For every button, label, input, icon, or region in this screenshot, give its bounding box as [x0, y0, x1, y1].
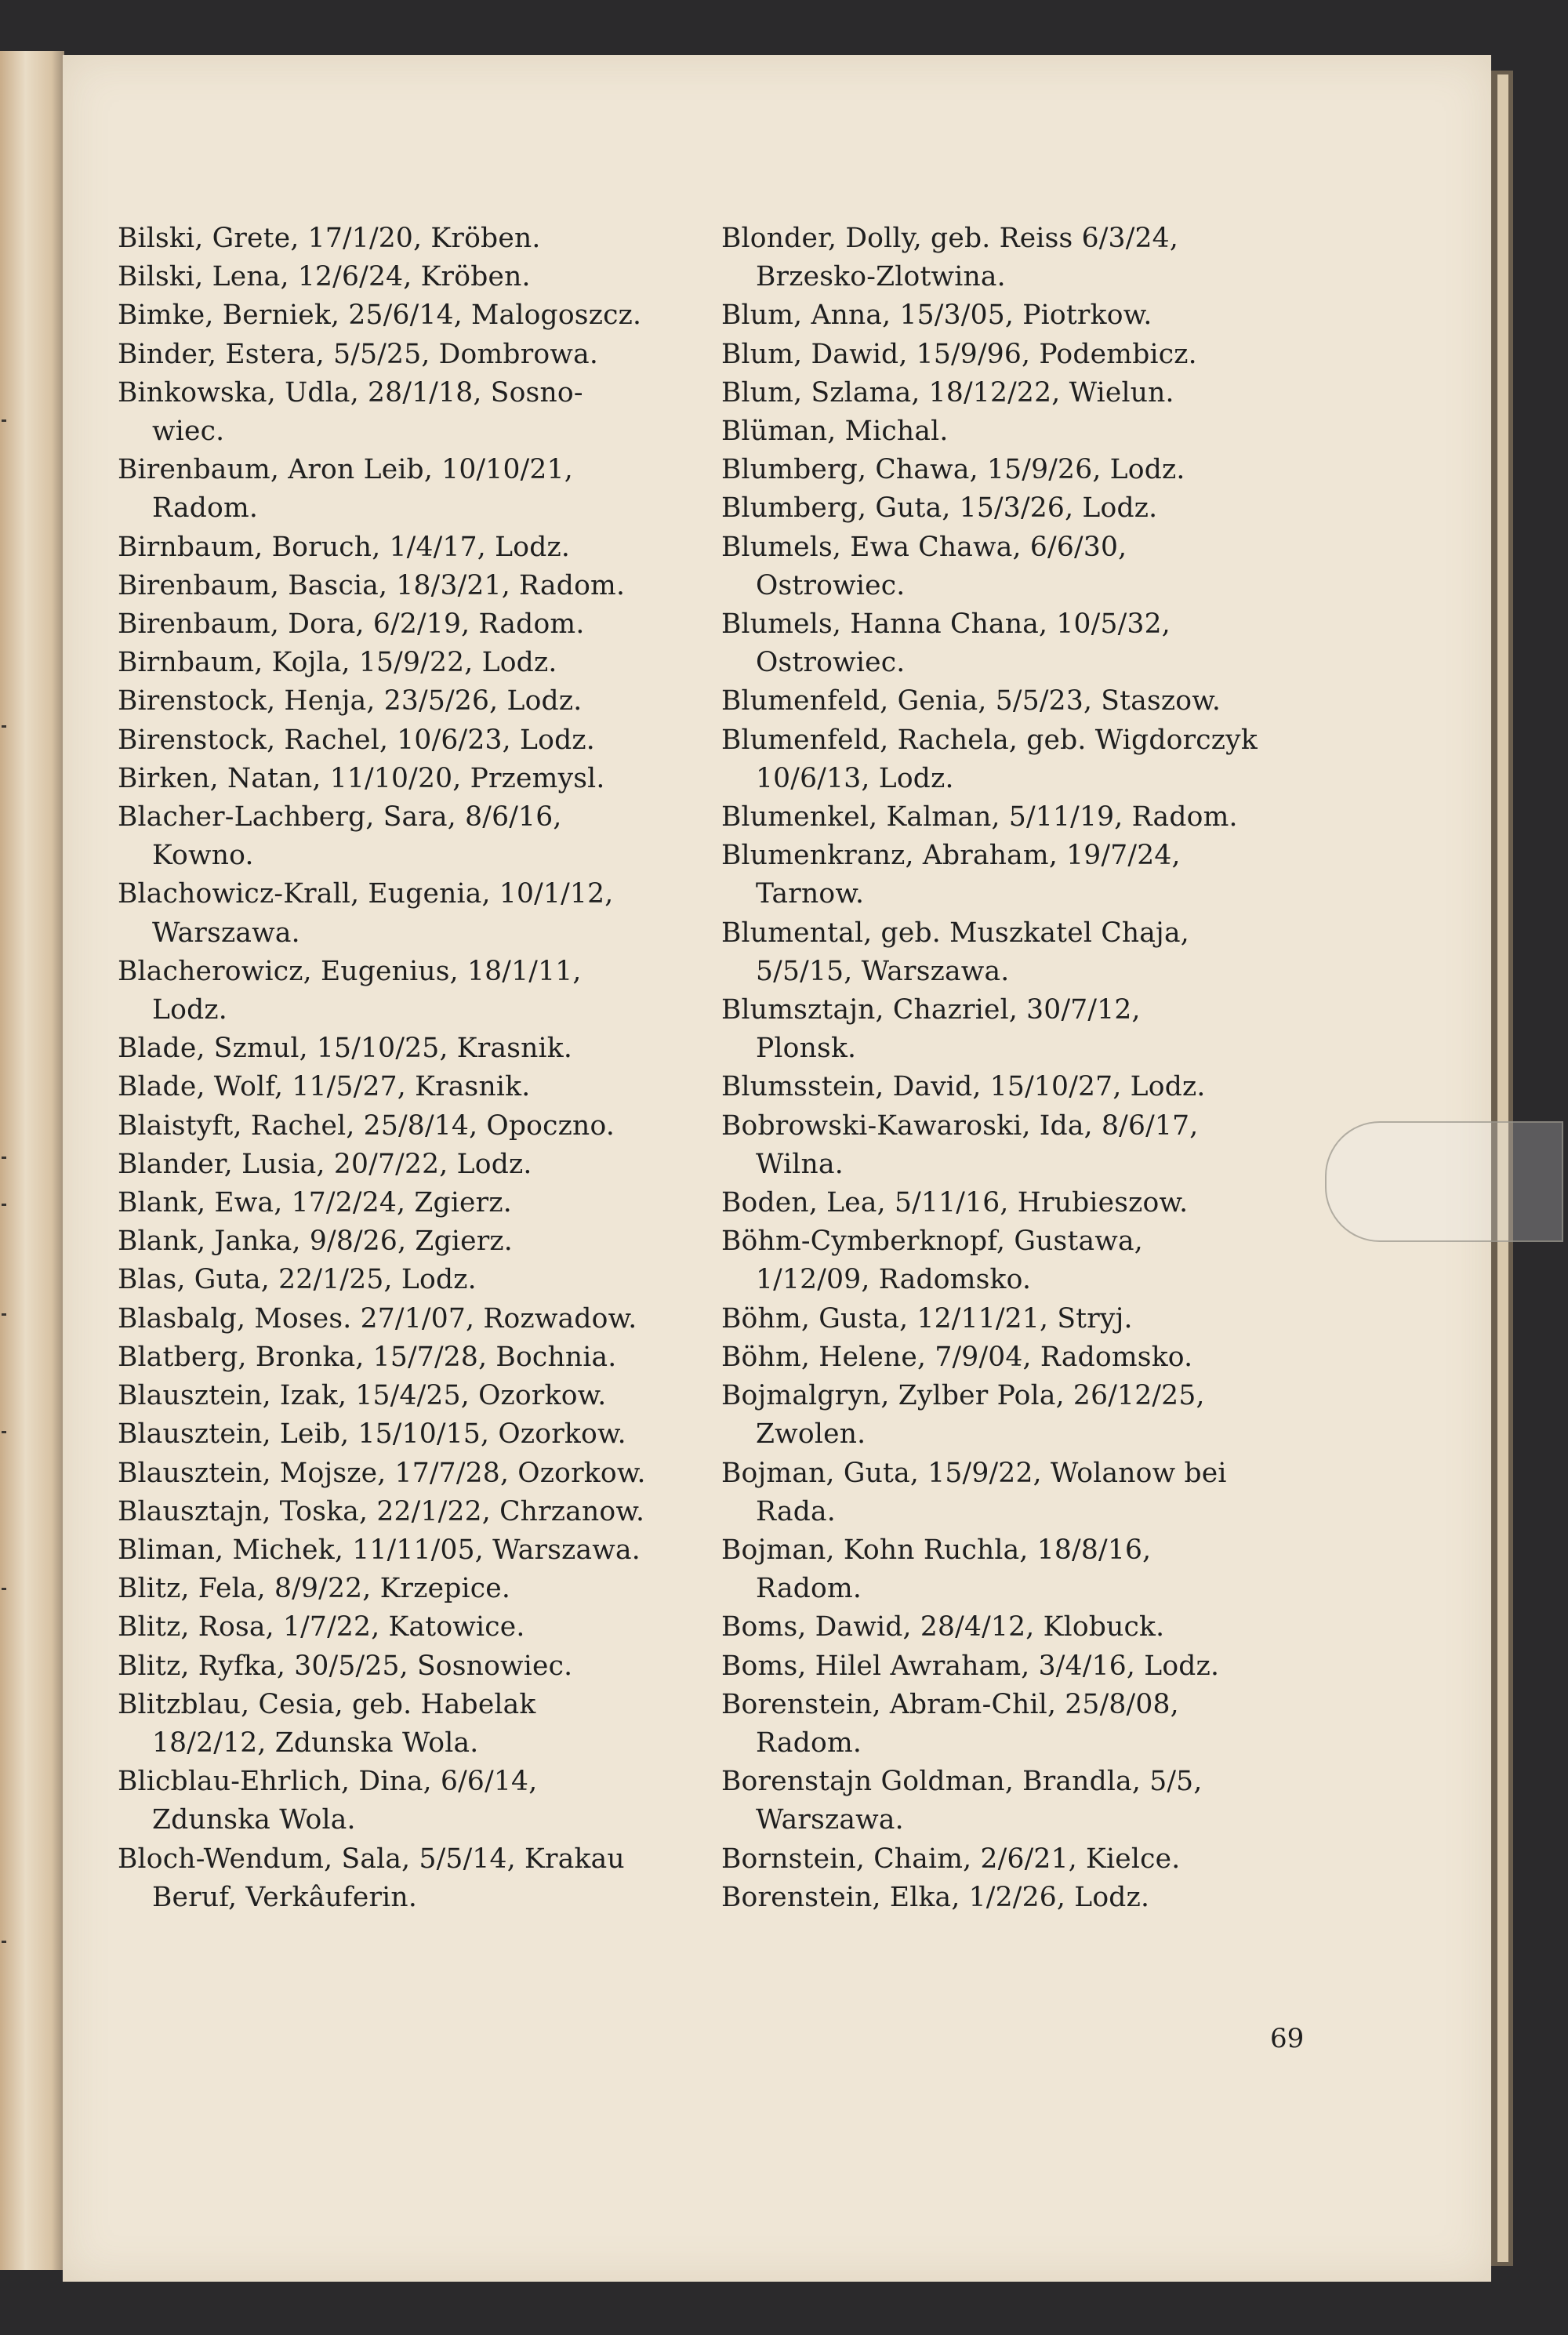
entry-continuation: Ostrowiec. — [756, 569, 906, 601]
entry-text: Blas, Guta, 22/1/25, Lodz. — [118, 1264, 477, 1296]
entry-text: Blausztajn, Toska, 22/1/22, Chrzanow. — [118, 1495, 645, 1527]
entry-continuation: Radom. — [152, 492, 259, 525]
entry-text: Blitz, Fela, 8/9/22, Krzepice. — [118, 1573, 511, 1605]
entry-text: Blacherowicz, Eugenius, 18/1/11, — [118, 955, 582, 987]
list-item — [118, 875, 760, 952]
entry-continuation: Warszawa. — [152, 917, 300, 949]
entry-text: Borenstajn Goldman, Brandla, 5/5, — [721, 1766, 1203, 1798]
entry-text: Blank, Janka, 9/8/26, Zgierz. — [118, 1226, 513, 1258]
list-item — [721, 1840, 1427, 1879]
list-item — [721, 991, 1427, 1068]
list-item — [721, 1647, 1427, 1686]
entry-text: Blank, Ewa, 17/2/24, Zgierz. — [118, 1187, 512, 1219]
entry-continuation: Plonsk. — [756, 1033, 857, 1065]
page-edge-mark — [2, 419, 6, 422]
entry-continuation: 10/6/13, Lodz. — [756, 762, 954, 794]
page-edge-mark — [2, 725, 6, 728]
list-item — [118, 1454, 760, 1493]
list-item — [118, 296, 760, 335]
entry-text: Boden, Lea, 5/11/16, Hrubieszow. — [721, 1187, 1189, 1219]
entry-text: Birnbaum, Kojla, 15/9/22, Lodz. — [118, 647, 557, 679]
entry-text: Birenstock, Henja, 23/5/26, Lodz. — [118, 685, 583, 717]
list-item — [721, 336, 1427, 374]
entry-text: Boms, Dawid, 28/4/12, Klobuck. — [721, 1611, 1165, 1643]
entry-text: Blumenkel, Kalman, 5/11/19, Radom. — [721, 801, 1238, 833]
entry-text: Birenstock, Rachel, 10/6/23, Lodz. — [118, 724, 595, 756]
entry-text: Bornstein, Chaim, 2/6/21, Kielce. — [721, 1843, 1181, 1875]
list-item — [118, 336, 760, 374]
list-item — [721, 1184, 1427, 1222]
list-item — [118, 451, 760, 528]
page-clip — [1325, 1121, 1563, 1242]
list-item — [118, 798, 760, 875]
list-item — [118, 1222, 760, 1261]
entry-text: Bimke, Berniek, 25/6/14, Malogoszcz. — [118, 300, 642, 332]
list-item — [721, 837, 1427, 913]
entry-continuation: Radom. — [756, 1727, 862, 1759]
right-column — [721, 220, 1427, 1917]
entry-text: Blumental, geb. Muszkatel Chaja, — [721, 917, 1189, 949]
list-item — [118, 1608, 760, 1647]
entry-text: Birnbaum, Boruch, 1/4/17, Lodz. — [118, 531, 571, 563]
list-item — [721, 374, 1427, 412]
entry-text: Blade, Szmul, 15/10/25, Krasnik. — [118, 1033, 573, 1065]
list-item — [118, 1146, 760, 1184]
list-item — [721, 1107, 1427, 1184]
list-item — [118, 953, 760, 1030]
entry-text: Birenbaum, Bascia, 18/3/21, Radom. — [118, 569, 626, 601]
entry-text: Blaistyft, Rachel, 25/8/14, Opoczno. — [118, 1109, 615, 1142]
entry-text: Blausztein, Leib, 15/10/15, Ozorkow. — [118, 1418, 626, 1451]
list-item — [118, 1763, 760, 1839]
entry-text: Blumels, Ewa Chawa, 6/6/30, — [721, 531, 1127, 563]
entry-text: Blumsstein, David, 15/10/27, Lodz. — [721, 1071, 1206, 1103]
list-item — [118, 1068, 760, 1106]
entry-text: Blitz, Ryfka, 30/5/25, Sosnowiec. — [118, 1650, 573, 1682]
book-page — [63, 55, 1491, 2282]
list-item — [721, 1608, 1427, 1647]
entry-text: Blander, Lusia, 20/7/22, Lodz. — [118, 1148, 532, 1180]
list-item — [118, 1840, 760, 1917]
left-column — [118, 220, 760, 1917]
entry-continuation: Wilna. — [756, 1148, 844, 1180]
entry-text: Blumels, Hanna Chana, 10/5/32, — [721, 608, 1171, 641]
entry-text: Böhm, Gusta, 12/11/21, Stryj. — [721, 1302, 1133, 1335]
previous-page-edge — [0, 51, 64, 2270]
list-item — [118, 1531, 760, 1570]
entry-text: Bobrowski-Kawaroski, Ida, 8/6/17, — [721, 1109, 1199, 1142]
list-item — [721, 1068, 1427, 1106]
list-item — [721, 1686, 1427, 1763]
page-edge-mark — [2, 1431, 6, 1433]
list-item — [118, 1686, 760, 1763]
entry-continuation: Rada. — [756, 1495, 836, 1527]
list-item — [118, 682, 760, 721]
list-item — [721, 528, 1427, 605]
entry-text: Blitz, Rosa, 1/7/22, Katowice. — [118, 1611, 525, 1643]
entry-continuation: Kowno. — [152, 840, 254, 872]
entry-text: Bojmalgryn, Zylber Pola, 26/12/25, — [721, 1380, 1205, 1412]
entry-text: Blachowicz-Krall, Eugenia, 10/1/12, — [118, 878, 614, 910]
entry-continuation: wiec. — [152, 416, 225, 448]
entry-continuation: Radom. — [756, 1573, 862, 1605]
list-item — [118, 644, 760, 682]
entry-continuation: Warszawa. — [756, 1804, 904, 1836]
entry-text: Blumsztajn, Chazriel, 30/7/12, — [721, 994, 1141, 1026]
entry-text: Birken, Natan, 11/10/20, Przemysl. — [118, 762, 605, 794]
list-item — [118, 721, 760, 760]
list-item — [721, 1879, 1427, 1917]
list-item — [721, 721, 1427, 798]
entry-text: Böhm-Cymberknopf, Gustawa, — [721, 1226, 1143, 1258]
list-item — [118, 1030, 760, 1068]
list-item — [118, 760, 760, 798]
list-item — [118, 1570, 760, 1608]
page-edge-mark — [2, 1941, 6, 1943]
list-item — [118, 1184, 760, 1222]
entry-continuation: Zwolen. — [756, 1418, 866, 1451]
page-edge-mark — [2, 1204, 6, 1206]
entry-continuation: Brzesko-Zlotwina. — [756, 261, 1006, 293]
entry-text: Birenbaum, Aron Leib, 10/10/21, — [118, 454, 573, 486]
list-item — [721, 451, 1427, 489]
list-item — [721, 605, 1427, 682]
list-item — [721, 1454, 1427, 1531]
page-edge-mark — [2, 1588, 6, 1590]
list-item — [721, 798, 1427, 837]
entry-text: Böhm, Helene, 7/9/04, Radomsko. — [721, 1341, 1193, 1373]
list-item — [118, 1261, 760, 1299]
list-item — [118, 605, 760, 644]
list-item — [118, 1107, 760, 1146]
list-item — [721, 914, 1427, 991]
list-item — [118, 528, 760, 567]
entry-continuation: Tarnow. — [756, 878, 865, 910]
entry-text: Bilski, Grete, 17/1/20, Kröben. — [118, 223, 541, 254]
entry-text: Blicblau-Ehrlich, Dina, 6/6/14, — [118, 1766, 538, 1798]
entry-text: Binder, Estera, 5/5/25, Dombrowa. — [118, 338, 599, 370]
list-item — [721, 682, 1427, 721]
entry-text: Bojman, Kohn Ruchla, 18/8/16, — [721, 1534, 1152, 1566]
list-item — [721, 296, 1427, 335]
list-item — [721, 1377, 1427, 1454]
entry-text: Binkowska, Udla, 28/1/18, Sosno- — [118, 376, 583, 409]
page-number: 69 — [1270, 2023, 1305, 2054]
list-item — [721, 1300, 1427, 1338]
page-edge-mark — [2, 1157, 6, 1159]
list-item — [118, 1377, 760, 1415]
entry-text: Bilski, Lena, 12/6/24, Kröben. — [118, 261, 531, 293]
list-item — [118, 258, 760, 296]
entry-text: Blausztein, Izak, 15/4/25, Ozorkow. — [118, 1380, 607, 1412]
entry-text: Blüman, Michal. — [721, 416, 949, 448]
entry-continuation: 5/5/15, Warszawa. — [756, 955, 1010, 987]
list-item — [118, 220, 760, 258]
entry-text: Bloch-Wendum, Sala, 5/5/14, Krakau — [118, 1843, 625, 1875]
entry-continuation: 1/12/09, Radomsko. — [756, 1264, 1032, 1296]
entry-text: Blacher-Lachberg, Sara, 8/6/16, — [118, 801, 562, 833]
list-item — [721, 1338, 1427, 1377]
entry-continuation: Beruf, Verkâuferin. — [152, 1881, 418, 1913]
entry-text: Blonder, Dolly, geb. Reiss 6/3/24, — [721, 223, 1178, 254]
entry-text: Blumberg, Chawa, 15/9/26, Lodz. — [721, 454, 1185, 486]
entry-continuation: 18/2/12, Zdunska Wola. — [152, 1727, 479, 1759]
list-item — [721, 1531, 1427, 1608]
list-item — [721, 220, 1427, 296]
entry-text: Blausztein, Mojsze, 17/7/28, Ozorkow. — [118, 1457, 646, 1489]
list-item — [721, 412, 1427, 451]
list-item — [118, 1415, 760, 1454]
page-edge-mark — [2, 1313, 6, 1316]
list-item — [118, 1300, 760, 1338]
entry-text: Borenstein, Elka, 1/2/26, Lodz. — [721, 1881, 1150, 1913]
entry-text: Blitzblau, Cesia, geb. Habelak — [118, 1688, 536, 1720]
entry-text: Blumberg, Guta, 15/3/26, Lodz. — [721, 492, 1158, 525]
entry-text: Blasbalg, Moses. 27/1/07, Rozwadow. — [118, 1302, 637, 1335]
list-item — [721, 1763, 1427, 1839]
entry-continuation: Zdunska Wola. — [152, 1804, 356, 1836]
entry-text: Birenbaum, Dora, 6/2/19, Radom. — [118, 608, 585, 641]
entry-text: Blum, Dawid, 15/9/96, Podembicz. — [721, 338, 1197, 370]
entry-text: Blatberg, Bronka, 15/7/28, Bochnia. — [118, 1341, 617, 1373]
entry-text: Boms, Hilel Awraham, 3/4/16, Lodz. — [721, 1650, 1220, 1682]
entry-text: Blum, Szlama, 18/12/22, Wielun. — [721, 376, 1174, 409]
list-item — [118, 567, 760, 605]
entry-continuation: Lodz. — [152, 994, 227, 1026]
list-item — [118, 1647, 760, 1686]
list-item — [118, 1338, 760, 1377]
entry-text: Bojman, Guta, 15/9/22, Wolanow bei — [721, 1457, 1227, 1489]
entry-text: Blum, Anna, 15/3/05, Piotrkow. — [721, 300, 1152, 332]
entry-text: Blumenkranz, Abraham, 19/7/24, — [721, 840, 1181, 872]
list-item — [118, 1493, 760, 1531]
entry-text: Borenstein, Abram-Chil, 25/8/08, — [721, 1688, 1179, 1720]
entry-text: Blade, Wolf, 11/5/27, Krasnik. — [118, 1071, 531, 1103]
entry-continuation: Ostrowiec. — [756, 647, 906, 679]
entry-text: Bliman, Michek, 11/11/05, Warszawa. — [118, 1534, 641, 1566]
entry-text: Blumenfeld, Genia, 5/5/23, Staszow. — [721, 685, 1221, 717]
list-item — [721, 1222, 1427, 1299]
entry-text: Blumenfeld, Rachela, geb. Wigdorczyk — [721, 724, 1258, 756]
list-item — [721, 489, 1427, 528]
list-item — [118, 374, 760, 451]
